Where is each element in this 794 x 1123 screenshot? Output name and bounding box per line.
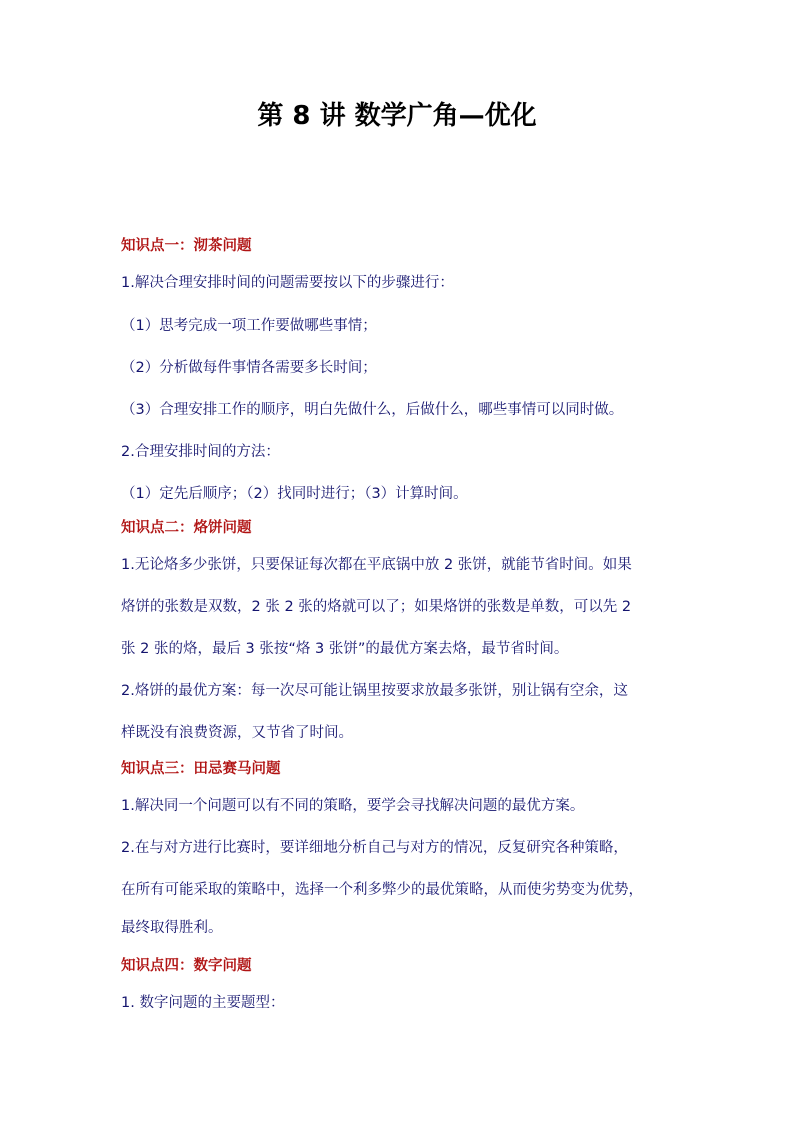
paragraph-line: 样既没有浪费资源，又节省了时间。 — [121, 725, 353, 741]
section-heading-2: 知识点二：烙饼问题 — [121, 520, 252, 536]
paragraph-line: 最终取得胜利。 — [121, 920, 223, 936]
paragraph-line: 1.解决合理安排时间的问题需要按以下的步骤进行： — [121, 275, 454, 291]
paragraph-line: 2.烙饼的最优方案：每一次尽可能让锅里按要求放最多张饼，别让锅有空余，这 — [121, 683, 628, 699]
paragraph-line: 1.解决同一个问题可以有不同的策略，要学会寻找解决问题的最优方案。 — [121, 798, 585, 814]
paragraph-line: 2.在与对方进行比赛时，要详细地分析自己与对方的情况，反复研究各种策略， — [121, 840, 628, 856]
paragraph-line: （2）分析做每件事情各需要多长时间； — [121, 360, 377, 376]
paragraph-line: 1.无论烙多少张饼，只要保证每次都在平底锅中放 2 张饼，就能节省时间。如果 — [121, 557, 632, 573]
paragraph-line: （1）定先后顺序；（2）找同时进行；（3）计算时间。 — [121, 486, 468, 502]
section-heading-3: 知识点三：田忌赛马问题 — [121, 761, 281, 777]
paragraph-line: 1. 数字问题的主要题型： — [121, 995, 285, 1011]
page-title: 第 8 讲 数学广角—优化 — [257, 101, 537, 131]
paragraph-line: 烙饼的张数是双数，2 张 2 张的烙就可以了；如果烙饼的张数是单数，可以先 2 — [121, 599, 632, 615]
section-heading-4: 知识点四：数字问题 — [121, 958, 252, 974]
paragraph-line: （3）合理安排工作的顺序，明白先做什么，后做什么，哪些事情可以同时做。 — [121, 402, 624, 418]
paragraph-line: 在所有可能采取的策略中，选择一个利多弊少的最优策略，从而使劣势变为优势， — [121, 882, 643, 898]
paragraph-line: （1）思考完成一项工作要做哪些事情； — [121, 318, 377, 334]
paragraph-line: 2.合理安排时间的方法： — [121, 444, 280, 460]
section-heading-1: 知识点一：沏茶问题 — [121, 238, 252, 254]
paragraph-line: 张 2 张的烙，最后 3 张按“烙 3 张饼”的最优方案去烙，最节省时间。 — [121, 641, 569, 657]
